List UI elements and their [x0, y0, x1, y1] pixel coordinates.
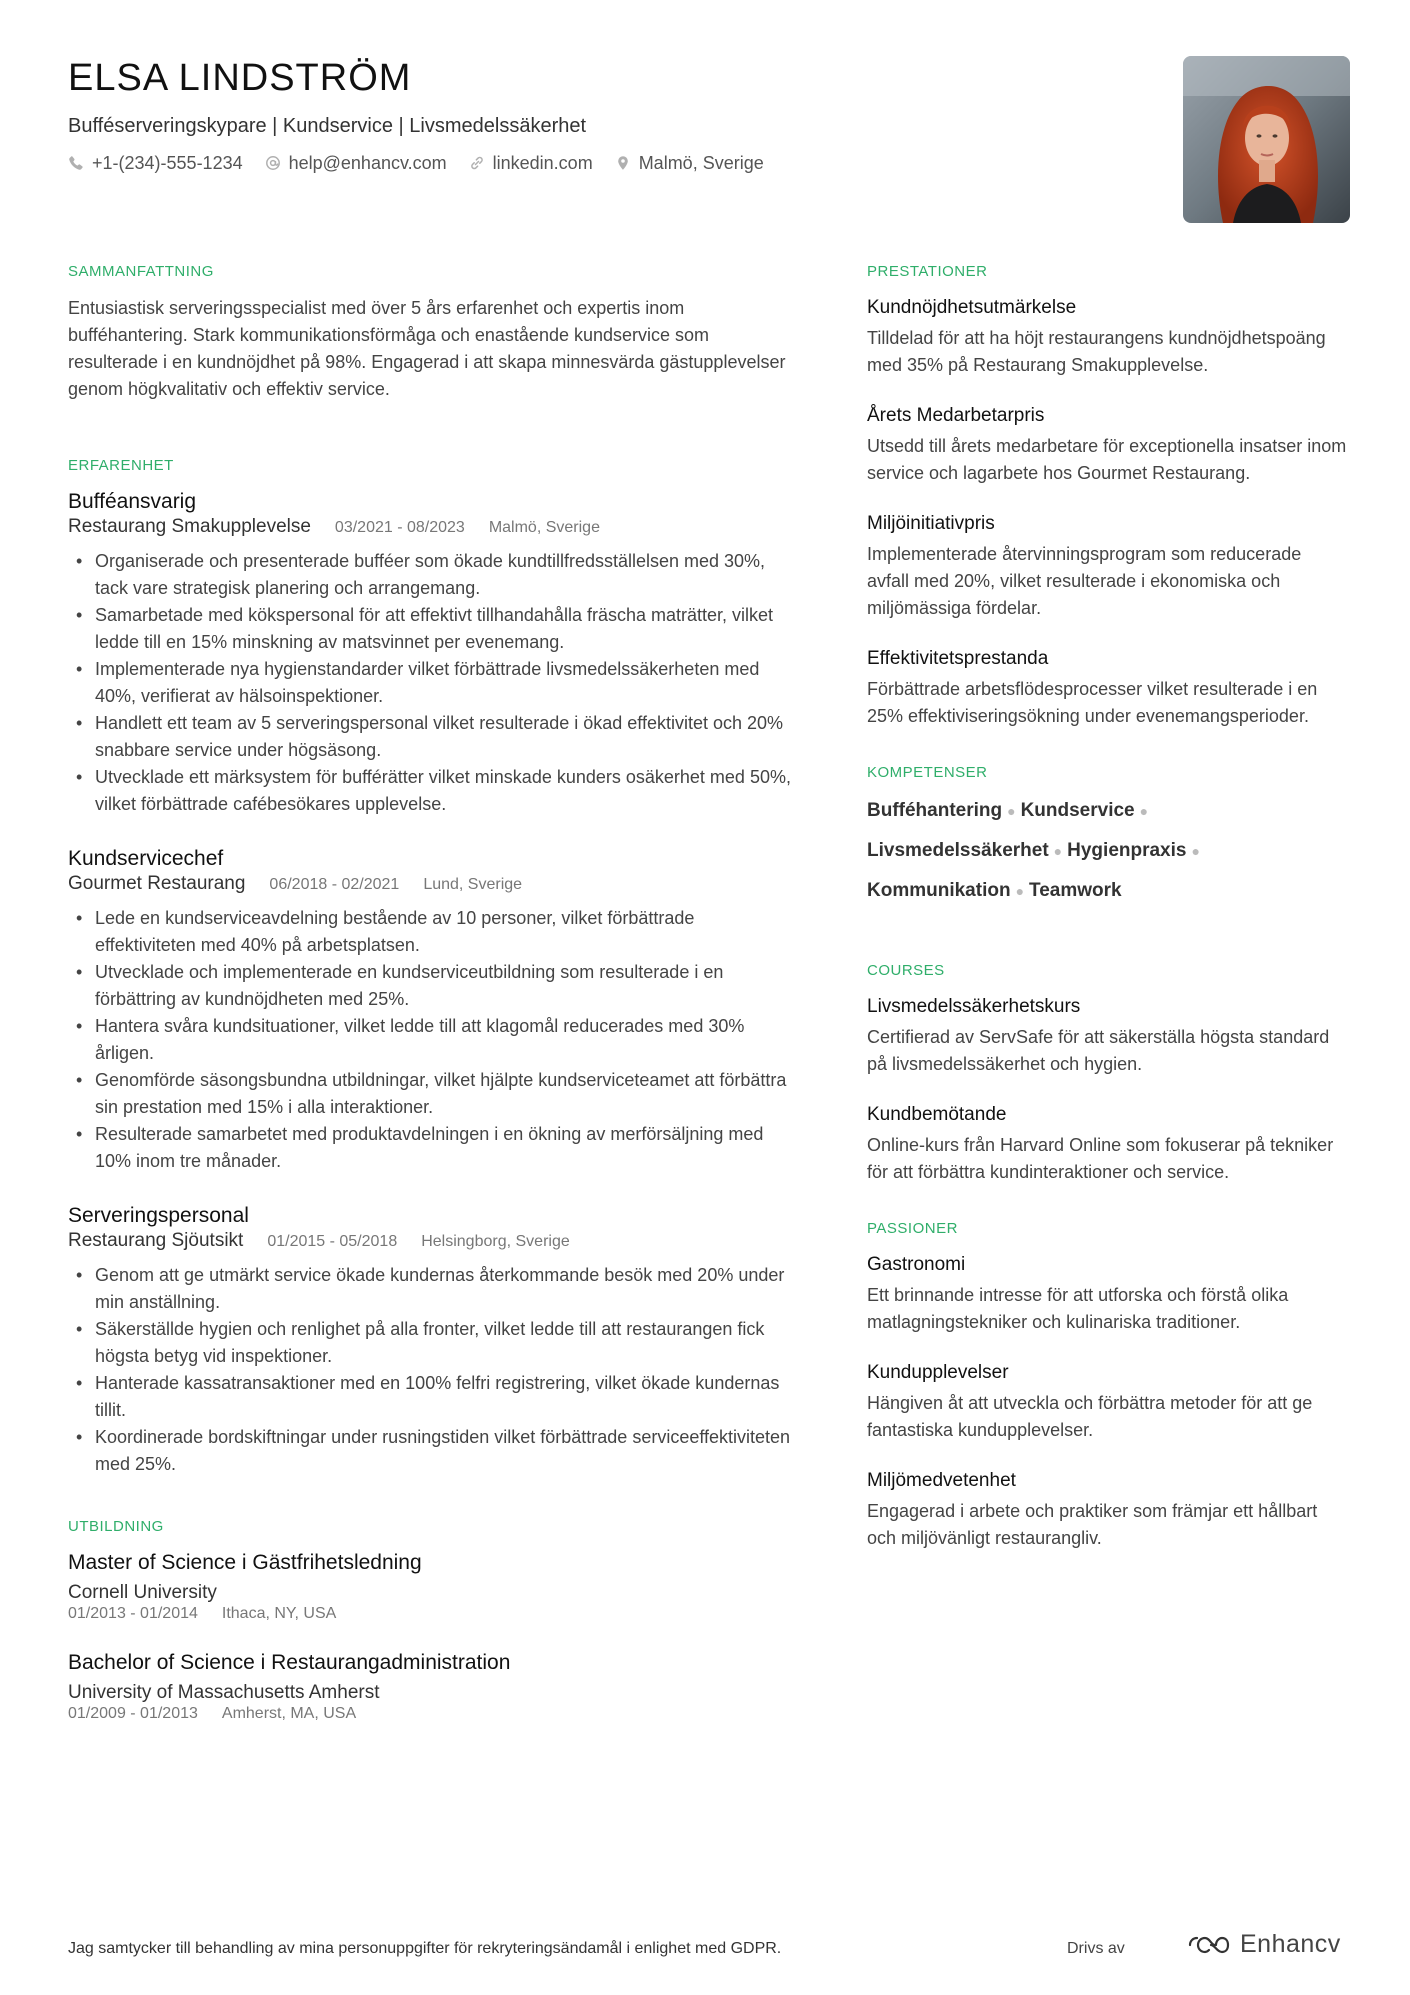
bullet-item: • Handlett ett team av 5 serveringspersonal vilket resulterade i ökad effektivitet och 20% snabbare service under högsäsong. [68, 710, 798, 764]
profile-photo [1183, 56, 1350, 223]
passion-entry [867, 1360, 1347, 1444]
achievement-title: Miljöinitiativpris [867, 513, 995, 534]
skill-tag: Kommunikation [867, 880, 1011, 901]
contact-info [68, 152, 1168, 174]
summary-section [68, 263, 798, 403]
passion-desc: Ett brinnande intresse för att utforska och förstå olika matlagningstekniker och kulinariska traditioner. [867, 1285, 1289, 1332]
courses-section [867, 962, 1347, 1186]
experience-heading: ERFARENHET [68, 457, 174, 474]
job-location: Helsingborg, Sverige [421, 1233, 570, 1250]
bullet-item: • Säkerställde hygien och renlighet på alla fronter, vilket ledde till att restaurangen fick högsta betyg vid inspektioner. [68, 1316, 798, 1370]
bullet-item: • Resulterade samarbetet med produktavdelningen i en ökning av merförsäljning med 10% inom tre månader. [68, 1121, 798, 1175]
job-dates: 03/2021 - 08/2023 [334, 519, 465, 536]
bullet-item: • Utvecklade och implementerade en kundserviceutbildning som resulterade i en förbättring av kundnöjdheten med 25%. [68, 959, 798, 1013]
bullet-item: • Implementerade nya hygienstandarder vilket förbättrade livsmedelssäkerheten med 40%, verifierat av hälsoinspektioner. [68, 656, 798, 710]
course-desc: Certifierad av ServSafe för att säkerställa högsta standard på livsmedelssäkerhet och hygien. [867, 1027, 1330, 1074]
link-icon [469, 155, 485, 171]
enhancv-brand-name: Enhancv [1240, 1930, 1341, 1958]
bullet-item: • Samarbetade med kökspersonal för att effektivt tillhandahålla fräscha maträtter, vilket ledde till en 15% minskning av matsvinnet per evenemang. [68, 602, 798, 656]
job-bullets [68, 905, 798, 1175]
resume-header [68, 56, 1168, 174]
linkedin-text: linkedin.com [492, 153, 593, 173]
skill-tag: Livsmedelssäkerhet [867, 840, 1049, 861]
bullet-item: • Genomförde säsongsbundna utbildningar, vilket hjälpte kundserviceteamet att förbättra sin prestation med 15% i alla interaktioner. [68, 1067, 798, 1121]
achievement-entry [867, 295, 1347, 379]
job-company: Gourmet Restaurang [68, 873, 246, 894]
edu-dates: 01/2009 - 01/2013 [68, 1705, 198, 1722]
phone-icon [68, 155, 84, 171]
powered-by-label: Drivs av [1067, 1940, 1125, 1957]
edu-meta [68, 1604, 798, 1624]
enhancv-logo-icon [1186, 1933, 1232, 1957]
passion-entry [867, 1468, 1347, 1552]
passion-desc: Engagerad i arbete och praktiker som främjar ett hållbart och miljövänligt restaurangliv. [867, 1501, 1318, 1548]
job-dates: 01/2015 - 05/2018 [267, 1233, 398, 1250]
job-entry [68, 846, 798, 1175]
bullet-item: • Koordinerade bordskiftningar under rusningstiden vilket förbättrade serviceeffektiviteten med 25%. [68, 1424, 798, 1478]
passion-title: Kundupplevelser [867, 1362, 1009, 1383]
job-meta [68, 1229, 798, 1254]
skill-row [867, 878, 1347, 904]
skills-heading: KOMPETENSER [867, 764, 988, 781]
achievement-title: Årets Medarbetarpris [867, 405, 1045, 426]
skill-row [867, 798, 1347, 824]
edu-school: University of Massachusetts Amherst [68, 1682, 380, 1703]
job-bullets [68, 1262, 798, 1478]
course-title: Kundbemötande [867, 1104, 1007, 1125]
contact-linkedin[interactable] [469, 152, 593, 174]
edu-location: Ithaca, NY, USA [221, 1605, 337, 1622]
job-title: Bufféansvarig [68, 490, 197, 513]
skill-separator: ● [1053, 843, 1063, 859]
edu-meta [68, 1704, 798, 1724]
achievement-desc: Utsedd till årets medarbetare för exceptionella insatser inom service och lagarbete hos Gourmet Restaurang. [867, 436, 1347, 483]
education-entry [68, 1550, 798, 1624]
job-title: Kundservicechef [68, 847, 224, 870]
phone-text: +1-(234)-555-1234 [92, 153, 243, 173]
skills-list [867, 798, 1347, 904]
achievement-title: Kundnöjdhetsutmärkelse [867, 297, 1077, 318]
job-entry [68, 1203, 798, 1478]
skill-separator: ● [1007, 803, 1016, 819]
location-text: Malmö, Sverige [638, 153, 764, 173]
bullet-item: • Utvecklade ett märksystem för bufférätter vilket minskade kunders osäkerhet med 50%, vilket förbättrade cafébesökares upplevelse. [68, 764, 798, 818]
achievement-title: Effektivitetsprestanda [867, 648, 1049, 669]
skill-tag: Kundservice [1020, 800, 1135, 821]
courses-heading: COURSES [867, 962, 945, 979]
edu-school: Cornell University [68, 1582, 217, 1603]
course-desc: Online-kurs från Harvard Online som fokuserar på tekniker för att förbättra kundinteraktioner och service. [867, 1135, 1334, 1182]
skill-row [867, 838, 1347, 864]
education-heading: UTBILDNING [68, 1518, 164, 1535]
achievement-desc: Implementerade återvinningsprogram som reducerade avfall med 20%, vilket resulterade i ekonomiska och miljömässiga fördelar. [867, 544, 1302, 618]
education-section [68, 1518, 798, 1724]
edu-dates: 01/2013 - 01/2014 [68, 1605, 198, 1622]
achievement-desc: Förbättrade arbetsflödesprocesser vilket resulterade i en 25% effektiviseringsökning under evenemangsperioder. [867, 679, 1318, 726]
passions-section [867, 1220, 1347, 1552]
summary-heading: SAMMANFATTNING [68, 263, 214, 280]
bullet-item: • Lede en kundserviceavdelning bestående av 10 personer, vilket förbättrade effektiviteten med 40% på arbetsplatsen. [68, 905, 798, 959]
summary-text: Entusiastisk serveringsspecialist med över 5 års erfarenhet och expertis inom bufféhantering. Stark kommunikationsförmåga och enastående kundservice som resulterade i en kundnöjdhet på 98%. Engagerad i att skapa minnesvärda gästupplevelser genom högkvalitativ och effektiv service. [68, 298, 786, 399]
achievements-section [867, 263, 1347, 730]
at-icon [265, 155, 281, 171]
job-location: Lund, Sverige [423, 876, 523, 893]
contact-phone[interactable] [68, 152, 243, 174]
bullet-item: • Organiserade och presenterade bufféer som ökade kundtillfredsställelsen med 30%, tack vare strategisk planering och arrangemang. [68, 548, 798, 602]
footer [68, 1930, 1350, 1958]
job-company: Restaurang Sjöutsikt [68, 1230, 244, 1251]
job-meta [68, 515, 798, 540]
passion-title: Gastronomi [867, 1254, 966, 1275]
achievement-entry [867, 403, 1347, 487]
education-entry [68, 1650, 798, 1724]
bullet-item: • Hanterade kassatransaktioner med en 100% felfri registrering, vilket ökade kundernas tillit. [68, 1370, 798, 1424]
skills-section [867, 764, 1347, 904]
job-title: Serveringspersonal [68, 1204, 249, 1227]
skill-separator: ● [1015, 883, 1025, 899]
achievement-desc: Tilldelad för att ha höjt restaurangens kundnöjdhetspoäng med 35% på Restaurang Smakupplevelse. [867, 328, 1326, 375]
job-meta [68, 872, 798, 897]
passion-desc: Hängiven åt att utveckla och förbättra metoder för att ge fantastiska kundupplevelser. [867, 1393, 1313, 1440]
job-company: Restaurang Smakupplevelse [68, 516, 311, 537]
experience-section [68, 457, 798, 1478]
job-bullets [68, 548, 798, 818]
location-pin-icon [615, 155, 631, 171]
bullet-item: • Hantera svåra kundsituationer, vilket ledde till att klagomål reducerades med 30% årligen. [68, 1013, 798, 1067]
edu-degree: Master of Science i Gästfrihetsledning [68, 1551, 422, 1574]
candidate-name: ELSA LINDSTRÖM [68, 57, 412, 99]
skill-tag: Hygienpraxis [1067, 840, 1187, 861]
passion-title: Miljömedvetenhet [867, 1470, 1016, 1491]
passion-entry [867, 1252, 1347, 1336]
passions-heading: PASSIONER [867, 1220, 958, 1237]
edu-degree: Bachelor of Science i Restaurangadministration [68, 1651, 511, 1674]
candidate-subtitle: Bufféserveringskypare | Kundservice | Livsmedelssäkerhet [68, 115, 587, 137]
edu-location: Amherst, MA, USA [221, 1705, 357, 1722]
enhancv-brand[interactable] [1186, 1930, 1341, 1959]
achievement-entry [867, 511, 1347, 622]
skill-separator: ● [1139, 803, 1149, 819]
job-location: Malmö, Sverige [488, 519, 600, 536]
contact-email[interactable] [265, 152, 447, 174]
bullet-item: • Genom att ge utmärkt service ökade kundernas återkommande besök med 20% under min anställning. [68, 1262, 798, 1316]
course-entry [867, 994, 1347, 1078]
achievements-heading: PRESTATIONER [867, 263, 988, 280]
course-entry [867, 1102, 1347, 1186]
contact-location [615, 152, 764, 174]
gdpr-consent-text: Jag samtycker till behandling av mina personuppgifter för rekryteringsändamål i enlighet med GDPR. [68, 1940, 782, 1957]
skill-separator: ● [1191, 843, 1200, 859]
course-title: Livsmedelssäkerhetskurs [867, 996, 1081, 1017]
job-dates: 06/2018 - 02/2021 [269, 876, 400, 893]
skill-tag: Bufféhantering [867, 800, 1003, 821]
right-column [867, 263, 1347, 1606]
skill-tag: Teamwork [1029, 880, 1122, 901]
left-column [68, 263, 798, 1778]
email-text: help@enhancv.com [288, 153, 447, 173]
job-entry [68, 489, 798, 818]
achievement-entry [867, 646, 1347, 730]
